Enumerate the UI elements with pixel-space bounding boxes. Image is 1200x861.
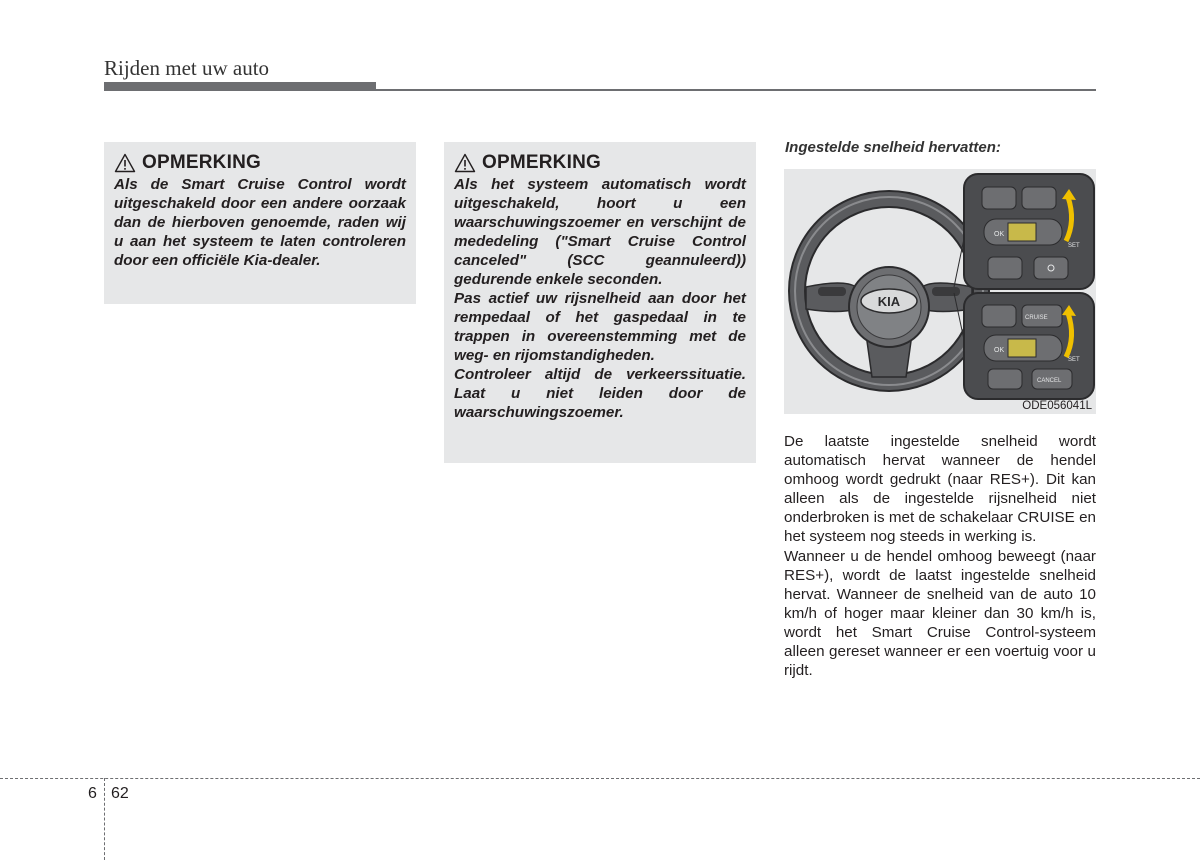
ok-label: OK <box>994 347 1005 354</box>
note-box-middle <box>444 142 756 463</box>
steering-wheel-illustration <box>784 169 1096 414</box>
note-title: OPMERKING <box>482 152 601 173</box>
note-box-left <box>104 142 416 304</box>
switch-panel-upper <box>964 174 1094 289</box>
cancel-label: CANCEL <box>1037 378 1062 384</box>
figure-code: ODE056041L <box>1022 400 1092 412</box>
note-paragraph: Als het systeem automatisch wordt uitgeschakeld, hoort u een waarschuwingszoemer en verschijnt de mededeling ("Smart Cruise Control canceled" (SCC geannuleerd)) gedurende enkele seconden. <box>454 176 746 288</box>
header-rule-thin <box>104 89 1096 91</box>
body-paragraph: De laatste ingestelde snelheid wordt automatisch hervat wanneer de hendel omhoog wordt gedrukt (naar RES+). Dit kan alleen als de ingestelde rijsnelheid niet onderbroken is met de schakelaar CRUISE en het systeem nog steeds in werking is. <box>784 433 1096 545</box>
cruise-label: CRUISE <box>1025 315 1048 321</box>
footer-dashed-rule <box>0 778 1200 779</box>
note-paragraph: Als de Smart Cruise Control wordt uitgeschakeld door een andere oorzaak dan de hierboven genoemde, raden wij u aan het systeem te laten controleren door een officiële Kia-dealer. <box>114 176 406 269</box>
body-text-column <box>784 432 1096 680</box>
section-heading: Ingestelde snelheid hervatten: <box>785 139 1001 156</box>
steering-wheel-figure <box>784 169 1096 414</box>
note-heading <box>454 152 746 174</box>
page-header-title: Rijden met uw auto <box>104 56 270 80</box>
set-label: SET <box>1068 243 1080 249</box>
warning-triangle-icon <box>454 153 476 173</box>
warning-triangle-icon <box>114 153 136 173</box>
note-paragraph: Pas actief uw rijsnelheid aan door het rempedaal of het gaspedaal in te trappen in overeenstemming met de weg- en rijomstandigheden. <box>454 290 746 364</box>
chapter-number: 6 <box>88 785 97 802</box>
note-paragraph: Controleer altijd de verkeerssituatie. Laat u niet leiden door de waarschuwingszoemer. <box>454 366 746 421</box>
ok-label: OK <box>994 231 1005 238</box>
note-title: OPMERKING <box>142 152 261 173</box>
body-paragraph: Wanneer u de hendel omhoog beweegt (naar RES+), wordt de laatst ingestelde snelheid hervat. Wanneer de snelheid van de auto 10 km/h of hoger maar kleiner dan 30 km/h is, wordt het Smart Cruise Control-systeem alleen gereset wanneer er een voertuig voor u rijdt. <box>784 548 1096 679</box>
kia-logo: KIA <box>877 294 901 309</box>
note-heading <box>114 152 406 174</box>
footer-vertical-dashed-rule <box>104 778 105 860</box>
switch-panel-lower <box>964 293 1094 399</box>
steering-wheel-icon <box>789 191 989 391</box>
page-number: 62 <box>111 785 129 802</box>
set-label: SET <box>1068 357 1080 363</box>
